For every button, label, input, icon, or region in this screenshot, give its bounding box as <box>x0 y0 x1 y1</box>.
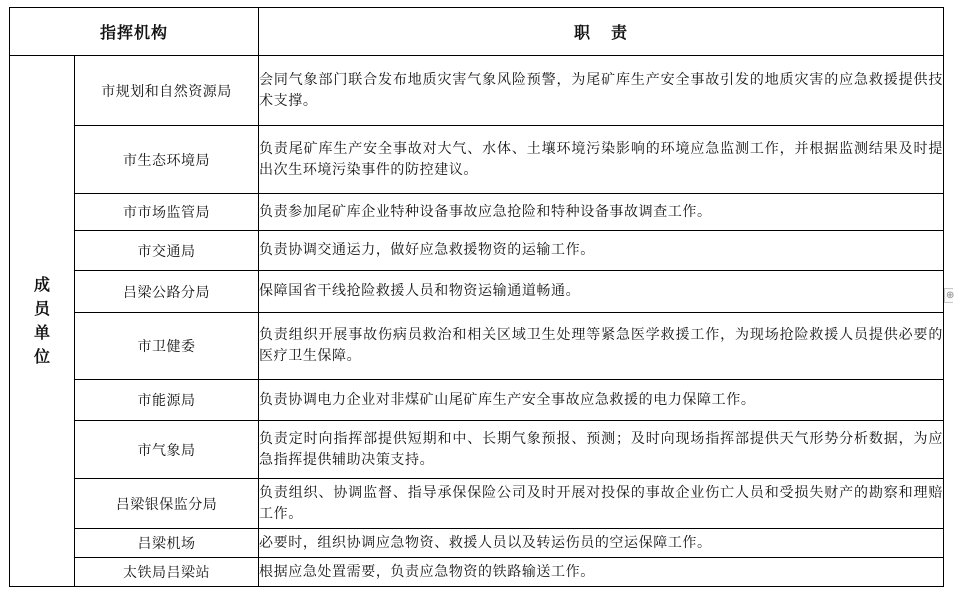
table-row <box>10 231 944 271</box>
header-duty <box>259 8 944 56</box>
table-move-handle[interactable] <box>944 288 953 303</box>
table-row <box>10 529 944 558</box>
duty-cell: 负责尾矿库生产安全事故对大气、水体、土壤环境污染影响的环境应急监测工作，并根据监测结果及时提出次生环境污染事件的防控建议。 <box>259 126 944 194</box>
header-duty-char: 职 <box>574 23 592 42</box>
duty-cell: 保障国省干线抢险救援人员和物资运输通道畅通。 <box>259 271 944 313</box>
agency-cell: 吕梁机场 <box>75 529 259 558</box>
agency-cell: 市生态环境局 <box>75 126 259 194</box>
table-row <box>10 313 944 380</box>
header-duty-char: 责 <box>611 23 629 42</box>
table-row <box>10 558 944 587</box>
table-row <box>10 271 944 313</box>
agency-cell: 太铁局吕梁站 <box>75 558 259 587</box>
header-row <box>10 8 944 56</box>
agency-cell: 市气象局 <box>75 421 259 479</box>
group-label-char: 位 <box>33 347 50 366</box>
table-row <box>10 479 944 529</box>
duty-cell: 根据应急处置需要，负责应急物资的铁路输送工作。 <box>259 558 944 587</box>
group-label-char: 单 <box>33 323 50 342</box>
agency-cell: 吕梁公路分局 <box>75 271 259 313</box>
header-agency: 指挥机构 <box>10 8 259 56</box>
plus-circle-icon: ⊕ <box>946 290 954 301</box>
group-label-char: 员 <box>33 299 50 318</box>
duty-cell: 必要时，组织协调应急物资、救援人员以及转运伤员的空运保障工作。 <box>259 529 944 558</box>
duty-cell: 负责协调电力企业对非煤矿山尾矿库生产安全事故应急救援的电力保障工作。 <box>259 380 944 421</box>
duty-cell: 负责定时向指挥部提供短期和中、长期气象预报、预测；及时向现场指挥部提供天气形势分析数据，为应急指挥提供辅助决策支持。 <box>259 421 944 479</box>
agency-cell: 吕梁银保监分局 <box>75 479 259 529</box>
table-row <box>10 421 944 479</box>
table-row <box>10 56 944 126</box>
group-label-char: 成 <box>33 275 50 294</box>
duty-cell: 负责组织、协调监督、指导承保保险公司及时开展对投保的事故企业伤亡人员和受损失财产的勘察和理赔工作。 <box>259 479 944 529</box>
agency-cell: 市交通局 <box>75 231 259 271</box>
duty-cell: 负责组织开展事故伤病员救治和相关区域卫生处理等紧急医学救援工作，为现场抢险救援人员提供必要的医疗卫生保障。 <box>259 313 944 380</box>
agency-cell: 市能源局 <box>75 380 259 421</box>
agency-cell: 市市场监管局 <box>75 194 259 231</box>
duty-table <box>9 7 944 587</box>
table-row <box>10 126 944 194</box>
duty-cell: 负责协调交通运力，做好应急救援物资的运输工作。 <box>259 231 944 271</box>
agency-cell: 市卫健委 <box>75 313 259 380</box>
table-row <box>10 380 944 421</box>
duty-cell: 会同气象部门联合发布地质灾害气象风险预警，为尾矿库生产安全事故引发的地质灾害的应急救援提供技术支撑。 <box>259 56 944 126</box>
agency-cell: 市规划和自然资源局 <box>75 56 259 126</box>
duty-cell: 负责参加尾矿库企业特种设备事故应急抢险和特种设备事故调查工作。 <box>259 194 944 231</box>
member-units-label <box>10 56 75 587</box>
table-row <box>10 194 944 231</box>
